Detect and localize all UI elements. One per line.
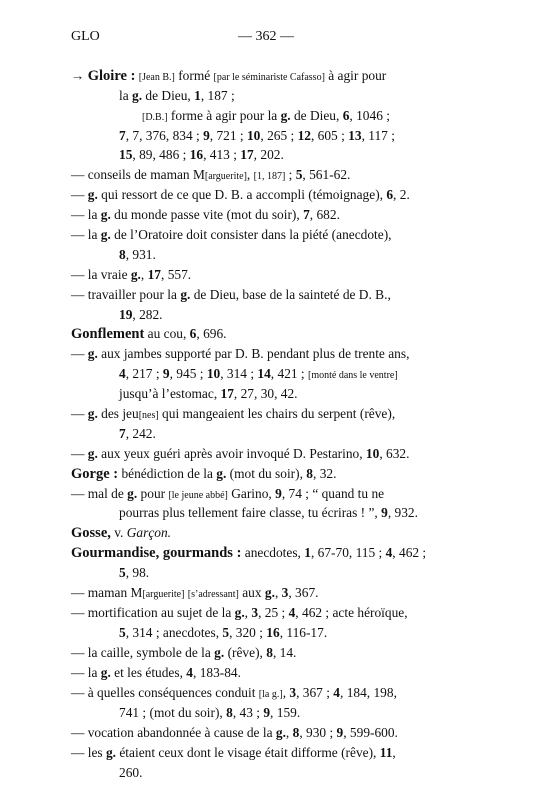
entry-text: , <box>246 167 254 182</box>
entry-text: , 932. <box>387 505 418 520</box>
bold-ref: g. <box>105 745 117 760</box>
entry-text: , <box>140 267 148 282</box>
entry-text: , <box>244 605 252 620</box>
entry-text: — <box>71 346 88 361</box>
entry-text: — la caille, symbole de la <box>71 645 215 660</box>
entry-text: aux jambes supporté par D. B. pendant plus de trente ans, <box>97 346 410 361</box>
entry-text: à agir pour <box>324 68 387 83</box>
index-line <box>119 626 327 639</box>
entry-text: Garçon. <box>126 525 172 540</box>
entry-text: Garino, <box>227 486 276 501</box>
entry-text: 260. <box>119 765 143 780</box>
index-line <box>119 706 300 719</box>
bold-ref: 4 <box>333 685 340 700</box>
headword: Gonflement <box>71 326 145 342</box>
bold-ref: 5 <box>295 167 303 182</box>
entry-text: — <box>71 446 88 461</box>
entry-text: des jeu <box>97 406 139 421</box>
entry-text: , 217 ; <box>125 366 163 381</box>
entry-text: — vocation abandonnée à cause de la <box>71 725 276 740</box>
entry-text: — les <box>71 745 106 760</box>
bold-ref: g. <box>100 665 111 680</box>
bold-ref: 17 <box>240 147 254 162</box>
index-line <box>71 228 392 241</box>
entry-text: ; <box>285 167 296 182</box>
index-line <box>119 506 418 519</box>
bold-ref: 9 <box>263 705 271 720</box>
editorial-bracket: [D.B.] <box>142 112 168 123</box>
index-line <box>119 766 142 779</box>
bold-ref: 11 <box>379 745 393 760</box>
entry-text: qui mangeaient les chairs du serpent (rêve), <box>158 406 396 421</box>
bold-ref: 7 <box>303 207 310 222</box>
entry-text: — maman M <box>71 585 143 600</box>
bold-ref: 7 <box>119 128 126 143</box>
entry-text: , 462 ; acte héroïque, <box>295 605 408 620</box>
entry-text: , 98. <box>125 565 150 580</box>
bold-ref: 4 <box>288 605 296 620</box>
bold-ref: g. <box>87 446 98 461</box>
entry-text: , 43 ; <box>232 705 264 720</box>
entry-text: de Dieu, base de la sainteté de D. B., <box>190 287 391 302</box>
entry-text: → <box>71 68 88 83</box>
entry-text: , 25 ; <box>258 605 289 620</box>
bold-ref: 8 <box>306 466 313 481</box>
bold-ref: 1 <box>304 545 311 560</box>
entry-text: , 632. <box>379 446 410 461</box>
index-line <box>71 69 386 84</box>
index-line <box>71 208 340 221</box>
index-line <box>71 407 395 421</box>
entry-text: , 265 ; <box>260 128 298 143</box>
index-line <box>71 327 227 342</box>
entry-text: , 89, 486 ; <box>132 147 190 162</box>
entry-text: — mortification au sujet de la <box>71 605 235 620</box>
bold-ref: g. <box>264 585 275 600</box>
bold-ref: 16 <box>266 625 280 640</box>
entry-text: qui ressort de ce que D. B. a accompli (témoignage), <box>97 187 387 202</box>
entry-text: , 1046 ; <box>349 108 390 123</box>
entry-text: , 557. <box>161 267 192 282</box>
index-line <box>71 646 296 659</box>
entry-text: , 367. <box>288 585 319 600</box>
bold-ref: g. <box>87 346 98 361</box>
bold-ref: 8 <box>266 645 273 660</box>
index-line <box>71 188 410 201</box>
entry-text: , 27, 30, 42. <box>233 386 298 401</box>
bold-ref: g. <box>280 108 291 123</box>
index-line <box>119 387 298 400</box>
entry-text: étaient ceux dont le visage était difforme (rêve), <box>116 745 380 760</box>
entry-text: , 187 ; <box>200 88 235 103</box>
index-line <box>119 89 235 102</box>
entry-text: , 931. <box>125 247 156 262</box>
index-line <box>71 546 426 561</box>
bold-ref: 7 <box>119 426 126 441</box>
entry-text: , 282. <box>132 307 163 322</box>
bold-ref: g. <box>180 287 191 302</box>
bold-ref: 9 <box>203 128 210 143</box>
bold-ref: 6 <box>342 108 350 123</box>
bold-ref: g. <box>127 486 138 501</box>
entry-text: , 7, 376, 834 ; <box>125 128 204 143</box>
bold-ref: 3 <box>251 605 259 620</box>
index-line <box>119 148 284 161</box>
bold-ref: 12 <box>297 128 311 143</box>
entry-text: , 930 ; <box>299 725 337 740</box>
bold-ref: 10 <box>365 446 380 461</box>
index-line <box>119 367 398 381</box>
editorial-bracket: [la g.] <box>258 689 283 700</box>
bold-ref: 1 <box>194 88 201 103</box>
entry-text: — travailler pour la <box>71 287 181 302</box>
entry-text: et les études, <box>110 665 187 680</box>
entry-text: pour <box>137 486 169 501</box>
index-line <box>71 666 241 679</box>
bold-ref: g. <box>275 725 286 740</box>
entry-text: , 314 ; anecdotes, <box>125 625 223 640</box>
entry-text: — la <box>71 207 101 222</box>
headword: Gorge : <box>71 466 119 482</box>
entry-text: , 367 ; <box>296 685 334 700</box>
bold-ref: g. <box>87 187 98 202</box>
bold-ref: g. <box>100 227 111 242</box>
index-line <box>71 168 350 182</box>
entry-text: — à quelles conséquences conduit <box>71 685 259 700</box>
entry-text: , 32. <box>313 466 337 481</box>
bold-ref: 3 <box>289 685 297 700</box>
entry-text: , 74 ; “ quand tu ne <box>281 486 385 501</box>
entry-text: , 605 ; <box>310 128 349 143</box>
entry-text: , 945 ; <box>169 366 207 381</box>
entry-text: de Dieu, <box>290 108 343 123</box>
entry-text: — <box>71 406 88 421</box>
index-line <box>119 248 156 261</box>
entry-text: la <box>119 88 133 103</box>
index-line <box>71 268 191 281</box>
entry-text: aux <box>238 585 265 600</box>
page-number: — 362 — <box>238 29 294 44</box>
index-line <box>71 686 397 700</box>
entry-text: (rêve), <box>224 645 267 660</box>
entry-text: , 696. <box>196 326 227 341</box>
entry-text: , 421 ; <box>270 366 308 381</box>
bold-ref: 5 <box>119 625 126 640</box>
bold-ref: 9 <box>336 725 344 740</box>
bold-ref: g. <box>87 406 98 421</box>
index-line <box>71 487 384 501</box>
bold-ref: 13 <box>348 128 362 143</box>
editorial-bracket: [1, 187] <box>253 171 286 182</box>
index-line <box>71 288 391 301</box>
entry-text: , 2. <box>393 187 410 202</box>
bold-ref: g. <box>130 267 141 282</box>
entry-text: , <box>285 725 293 740</box>
editorial-bracket: [arguerite] <box>204 171 247 182</box>
editorial-bracket: [nes] <box>138 410 159 421</box>
entry-text: (mot du soir), <box>226 466 307 481</box>
entry-text: — conseils de maman M <box>71 167 205 182</box>
index-line <box>71 746 396 759</box>
bold-ref: 10 <box>206 366 221 381</box>
bold-ref: g. <box>234 605 245 620</box>
entry-text: — mal de <box>71 486 128 501</box>
bold-ref: g. <box>100 207 111 222</box>
entry-text: forme à agir pour la <box>167 108 281 123</box>
bold-ref: 5 <box>222 625 230 640</box>
editorial-bracket: [Jean B.] <box>138 72 175 83</box>
editorial-bracket: [s’adressant] <box>187 589 239 600</box>
entry-text: — <box>71 187 88 202</box>
entry-text: aux yeux guéri après avoir invoqué D. Pestarino, <box>97 446 366 461</box>
entry-text: de l’Oratoire doit consister dans la piété (anecdote), <box>110 227 392 242</box>
entry-text: , <box>274 585 282 600</box>
entry-text: — la vraie <box>71 267 131 282</box>
entry-text: , 561-62. <box>302 167 351 182</box>
bold-ref: g. <box>216 466 227 481</box>
index-line <box>71 447 409 460</box>
bold-ref: 17 <box>220 386 234 401</box>
entry-text: , 116-17. <box>279 625 328 640</box>
entry-text: du monde passe vite (mot du soir), <box>110 207 304 222</box>
bold-ref: 9 <box>162 366 170 381</box>
entry-text: de Dieu, <box>142 88 195 103</box>
entry-text: jusqu’à l’estomac, <box>119 386 221 401</box>
entry-text: formé <box>174 68 214 83</box>
index-line <box>71 467 336 482</box>
index-line <box>71 526 171 541</box>
entry-text: , 183-84. <box>193 665 241 680</box>
entry-text: , 159. <box>270 705 301 720</box>
entry-text: v. <box>110 525 127 540</box>
bold-ref: 3 <box>281 585 289 600</box>
entry-text: , 721 ; <box>209 128 247 143</box>
bold-ref: 10 <box>246 128 261 143</box>
editorial-bracket: [le jeune abbé] <box>168 490 228 501</box>
entry-text: , 599-600. <box>343 725 398 740</box>
entry-text: , 320 ; <box>229 625 267 640</box>
bold-ref: 17 <box>147 267 161 282</box>
bold-ref: 16 <box>189 147 204 162</box>
entry-text: , 14. <box>272 645 297 660</box>
entry-text: , 413 ; <box>203 147 241 162</box>
headword: Gourmandise, gourmands : <box>71 545 242 561</box>
bold-ref: 8 <box>292 725 300 740</box>
entry-text: — la <box>71 227 101 242</box>
headword: Gloire : <box>87 68 136 84</box>
bold-ref: 8 <box>226 705 233 720</box>
editorial-bracket: [monté dans le ventre] <box>308 370 398 381</box>
bold-ref: 9 <box>275 486 282 501</box>
entry-text: au cou, <box>144 326 190 341</box>
editorial-bracket: [arguerite] <box>142 589 185 600</box>
entry-text: anecdotes, <box>241 545 305 560</box>
headword: Gosse, <box>71 525 111 541</box>
index-line <box>71 347 409 360</box>
editorial-bracket: [par le séminariste Cafasso] <box>213 72 325 83</box>
bold-ref: 9 <box>381 505 388 520</box>
bold-ref: g. <box>132 88 143 103</box>
bold-ref: 5 <box>119 565 126 580</box>
bold-ref: g. <box>214 645 225 660</box>
bold-ref: 19 <box>119 307 133 322</box>
bold-ref: 15 <box>119 147 133 162</box>
bold-ref: 4 <box>385 545 393 560</box>
bold-ref: 6 <box>386 187 394 202</box>
entry-text: 741 ; (mot du soir), <box>119 705 227 720</box>
entry-text: , 67-70, 115 ; <box>310 545 386 560</box>
bold-ref: 14 <box>257 366 271 381</box>
entry-text: , 117 ; <box>361 128 395 143</box>
index-line <box>119 308 163 321</box>
bold-ref: 4 <box>119 366 126 381</box>
index-line <box>71 606 408 619</box>
entry-text: , 462 ; <box>392 545 427 560</box>
index-line <box>71 586 319 600</box>
index-line <box>119 566 149 579</box>
index-line <box>119 427 156 440</box>
bold-ref: 4 <box>186 665 193 680</box>
index-line <box>142 109 390 123</box>
entry-text: , <box>282 685 290 700</box>
entry-text: , 242. <box>125 426 156 441</box>
entry-text: , 314 ; <box>220 366 258 381</box>
bold-ref: 8 <box>119 247 126 262</box>
index-line <box>119 129 395 142</box>
entry-text: bénédiction de la <box>118 466 217 481</box>
entry-text: , 184, 198, <box>340 685 397 700</box>
bold-ref: 6 <box>189 326 197 341</box>
entry-text: pourras plus tellement faire classe, tu écriras ! ”, <box>119 505 382 520</box>
index-line <box>71 726 398 739</box>
entry-text: , <box>392 745 396 760</box>
entry-text: — la <box>71 665 101 680</box>
entry-text: , 202. <box>253 147 284 162</box>
entry-text: , 682. <box>309 207 340 222</box>
running-head: GLO <box>71 29 100 44</box>
